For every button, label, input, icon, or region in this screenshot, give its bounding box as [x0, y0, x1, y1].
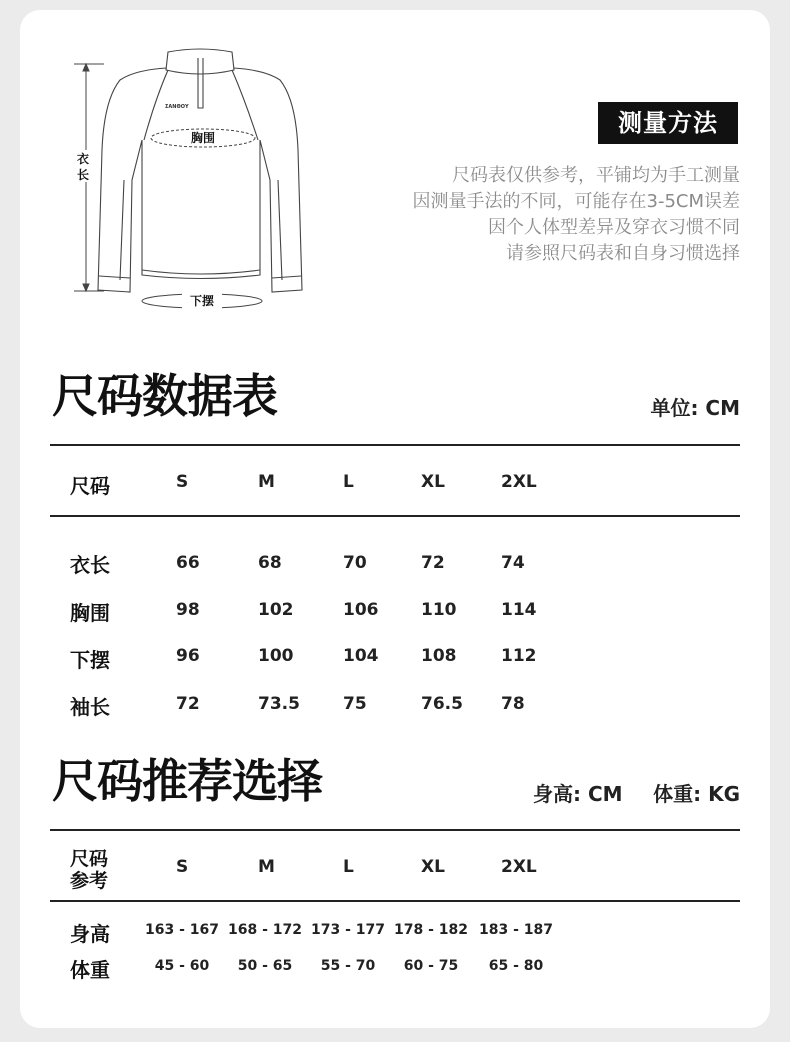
- chest-label: 胸围: [190, 131, 216, 145]
- table-cell: 96: [176, 646, 200, 666]
- divider: [50, 829, 740, 831]
- size-table-title: 尺码数据表: [52, 369, 277, 423]
- table-cell: 104: [343, 646, 379, 666]
- size-header-label: 尺码: [70, 474, 110, 498]
- table-cell: 110: [421, 600, 457, 620]
- length-label-char-1: 衣: [77, 152, 90, 166]
- table-cell: 75: [343, 694, 367, 714]
- recommend-header-xl: XL: [421, 857, 445, 877]
- table-cell: 45 - 60: [154, 958, 210, 974]
- table-cell: 65 - 80: [488, 958, 544, 974]
- table-cell: 108: [421, 646, 457, 666]
- table-cell: 98: [176, 600, 200, 620]
- size-header-l: L: [343, 472, 354, 492]
- hem-label: 下摆: [189, 294, 215, 308]
- table-cell: 72: [176, 694, 200, 714]
- table-cell: 102: [258, 600, 294, 620]
- method-note-4: 请参照尺码表和自身习惯选择: [506, 243, 740, 264]
- table-cell: 173 - 177: [310, 922, 385, 938]
- table-cell: 66: [176, 553, 200, 573]
- row-label-hem: 下摆: [70, 648, 110, 672]
- table-cell: 50 - 65: [237, 958, 293, 974]
- diagram-logo: ΣΑΝΘΟΥ: [165, 104, 189, 110]
- divider: [50, 444, 740, 446]
- table-cell: 183 - 187: [478, 922, 553, 938]
- recommend-header-label-line-2: 参考: [70, 870, 109, 892]
- size-header-m: M: [258, 472, 275, 492]
- table-cell: 60 - 75: [403, 958, 459, 974]
- method-note-2: 因测量手法的不同，可能存在3-5CM误差: [412, 191, 740, 212]
- table-cell: 168 - 172: [227, 922, 302, 938]
- table-cell: 114: [501, 600, 537, 620]
- recommend-header-s: S: [176, 857, 189, 877]
- table-cell: 72: [421, 553, 445, 573]
- table-cell: 78: [501, 694, 525, 714]
- row-label-sleeve: 袖长: [70, 695, 110, 719]
- recommend-header-2xl: 2XL: [501, 857, 537, 877]
- table-cell: 112: [501, 646, 537, 666]
- recommend-header-m: M: [258, 857, 275, 877]
- recommend-unit-weight: 体重: KG: [653, 782, 740, 806]
- table-cell: 163 - 167: [144, 922, 219, 938]
- table-cell: 100: [258, 646, 294, 666]
- row-label-height: 身高: [70, 922, 110, 946]
- table-cell: 55 - 70: [320, 958, 376, 974]
- recommend-table-title: 尺码推荐选择: [52, 754, 322, 808]
- table-cell: 70: [343, 553, 367, 573]
- divider: [50, 900, 740, 902]
- recommend-unit-height: 身高: CM: [533, 782, 623, 806]
- recommend-header-l: L: [343, 857, 354, 877]
- row-label-chest: 胸围: [70, 601, 110, 625]
- divider: [50, 515, 740, 517]
- recommend-header-label-line-1: 尺码: [70, 848, 109, 870]
- size-header-2xl: 2XL: [501, 472, 537, 492]
- size-table-unit: 单位: CM: [650, 396, 740, 420]
- size-header-s: S: [176, 472, 189, 492]
- garment-diagram: [60, 40, 320, 320]
- recommend-header-label: [70, 848, 108, 892]
- table-cell: 73.5: [258, 694, 300, 714]
- size-header-xl: XL: [421, 472, 445, 492]
- method-title: 测量方法: [598, 102, 738, 144]
- row-label-length: 衣长: [70, 553, 110, 577]
- table-cell: 74: [501, 553, 525, 573]
- table-cell: 68: [258, 553, 282, 573]
- table-cell: 178 - 182: [393, 922, 468, 938]
- table-cell: 76.5: [421, 694, 463, 714]
- method-note-3: 因个人体型差异及穿衣习惯不同: [488, 217, 740, 238]
- table-cell: 106: [343, 600, 379, 620]
- row-label-weight: 体重: [70, 958, 110, 982]
- method-note-1: 尺码表仅供参考，平铺均为手工测量: [452, 165, 740, 186]
- length-label-char-2: 长: [77, 168, 90, 182]
